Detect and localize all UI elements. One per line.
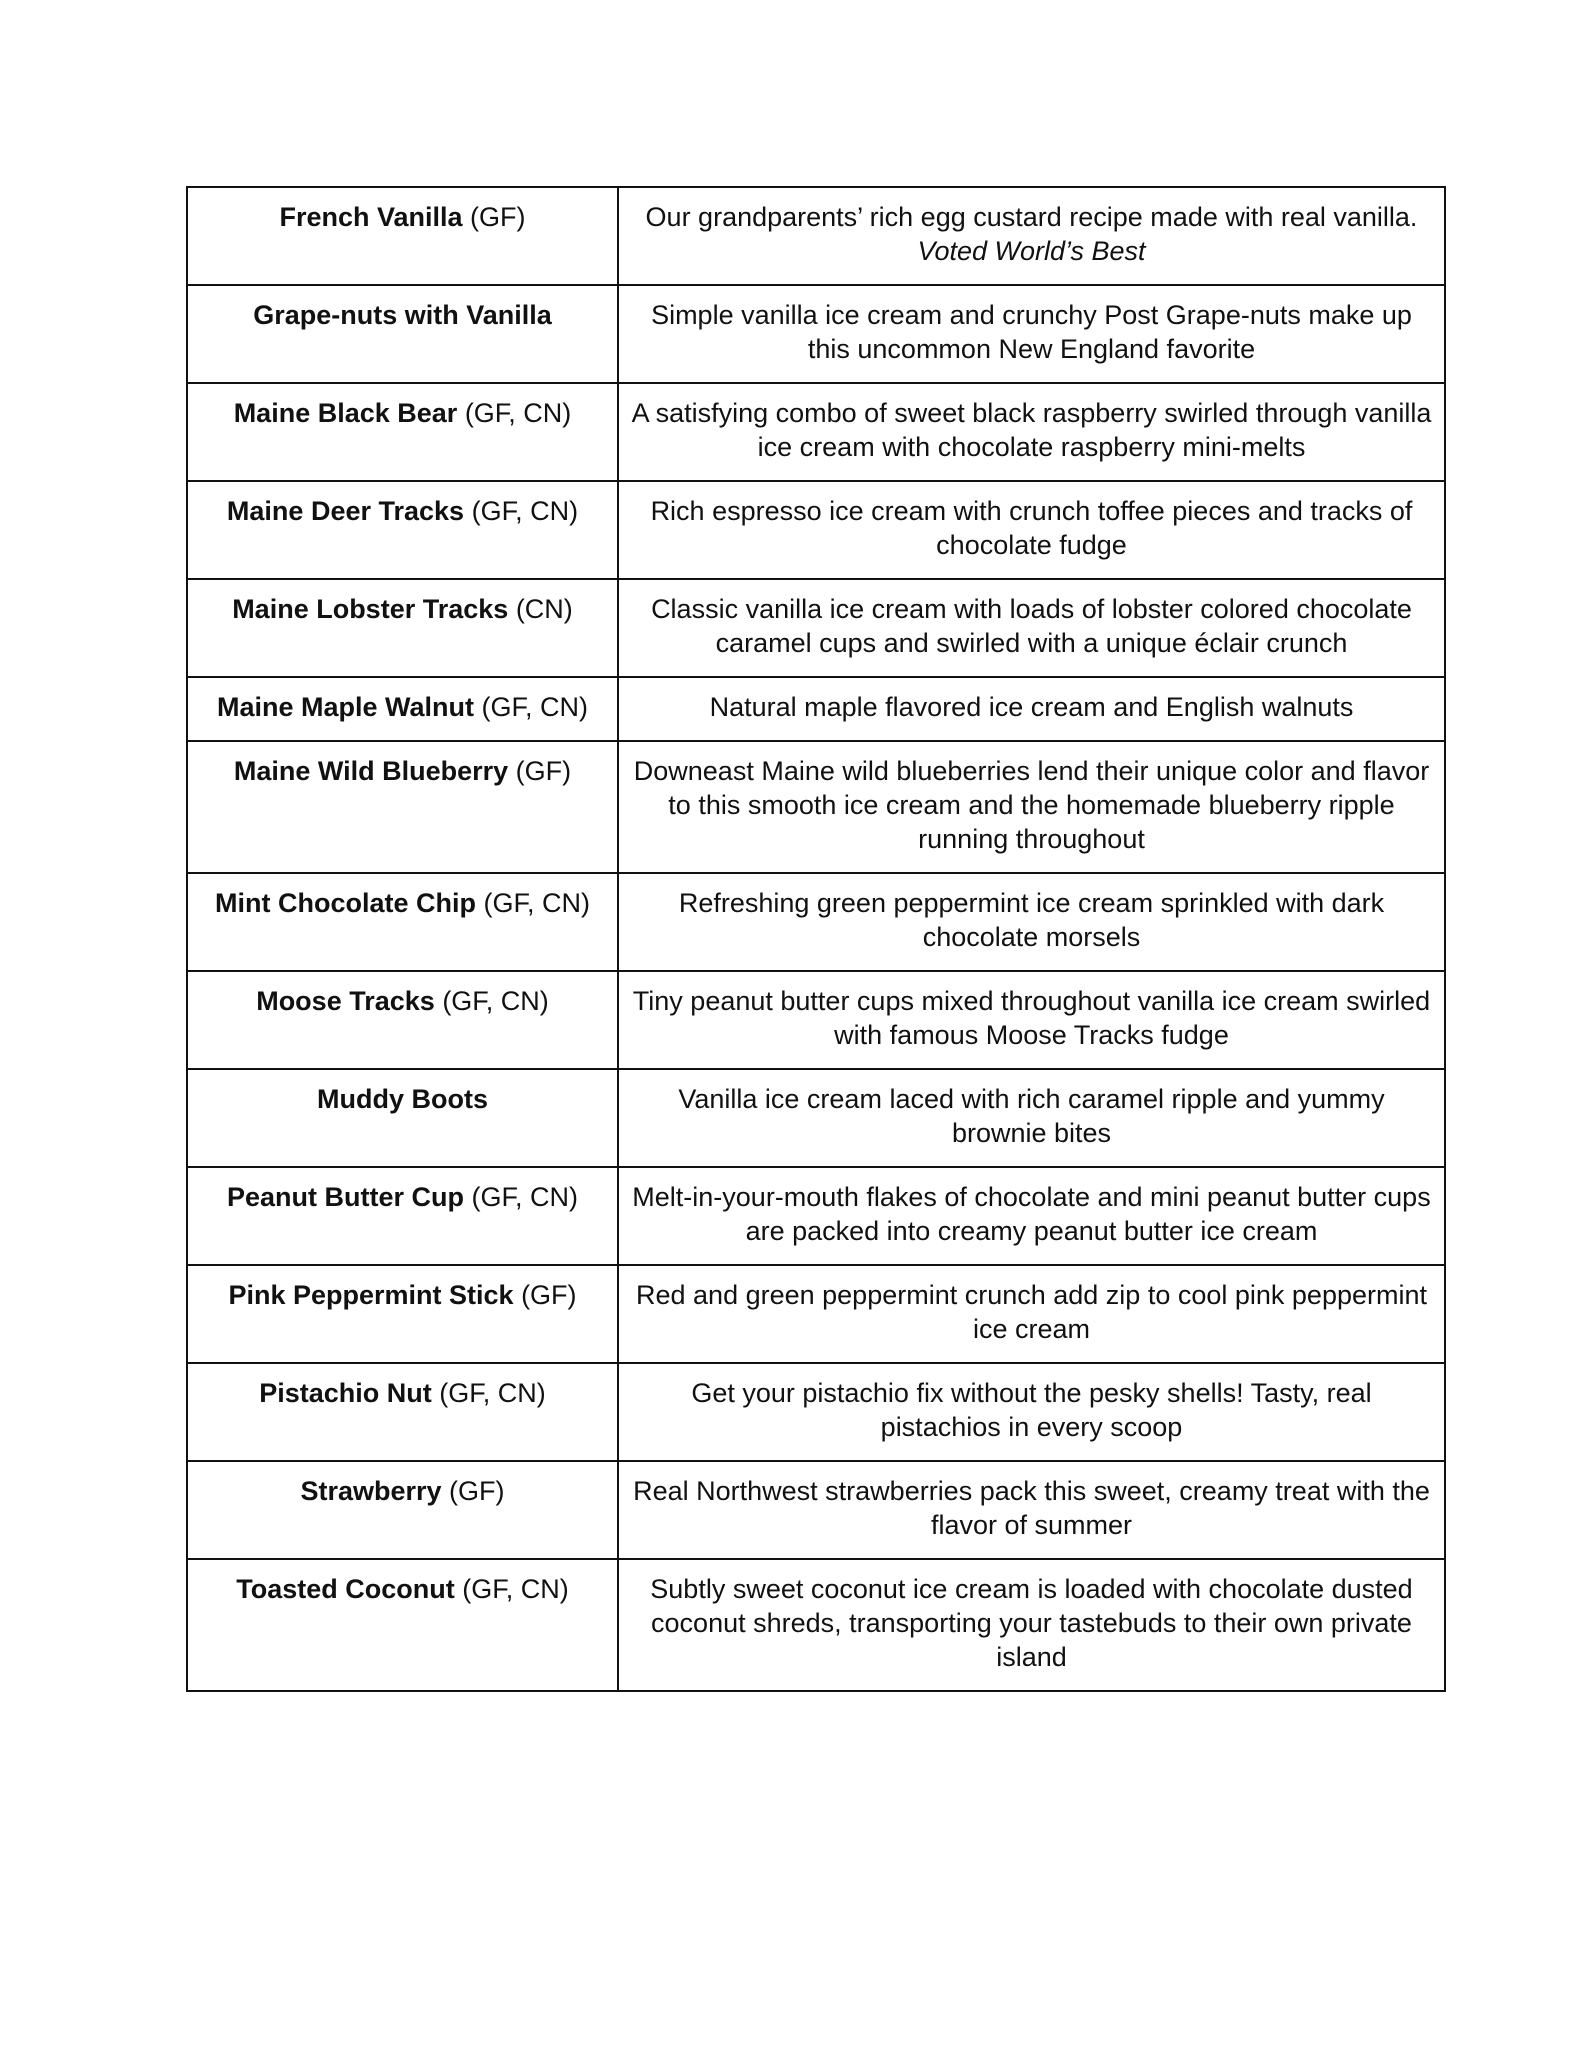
flavor-tags: (GF) bbox=[470, 202, 526, 232]
table-row bbox=[187, 1069, 1445, 1167]
table-row bbox=[187, 1167, 1445, 1265]
flavor-description-cell bbox=[618, 873, 1445, 971]
flavor-name-cell bbox=[187, 383, 618, 481]
flavor-tags: (GF) bbox=[515, 756, 572, 786]
flavor-tags: (GF, CN) bbox=[442, 986, 549, 1016]
flavor-description-cell bbox=[618, 741, 1445, 873]
flavor-name: French Vanilla bbox=[279, 202, 463, 232]
flavor-description-cell bbox=[618, 1069, 1445, 1167]
table-row bbox=[187, 873, 1445, 971]
flavor-name: Muddy Boots bbox=[317, 1084, 488, 1114]
flavor-name-cell bbox=[187, 1559, 618, 1691]
flavor-description-cell bbox=[618, 1265, 1445, 1363]
flavor-tags: (GF, CN) bbox=[471, 496, 579, 526]
flavor-description: Get your pistachio fix without the pesky shells! Tasty, real pistachios in every scoop bbox=[691, 1378, 1372, 1442]
flavor-table bbox=[186, 186, 1446, 1692]
flavor-description: Natural maple flavored ice cream and English walnuts bbox=[709, 692, 1354, 722]
flavor-name-cell bbox=[187, 187, 618, 285]
table-row bbox=[187, 677, 1445, 741]
flavor-description-cell bbox=[618, 481, 1445, 579]
flavor-description: Simple vanilla ice cream and crunchy Post Grape-nuts make up this uncommon New England favorite bbox=[651, 300, 1412, 364]
flavor-tags: (GF, CN) bbox=[471, 1182, 578, 1212]
flavor-name: Mint Chocolate Chip bbox=[215, 888, 476, 918]
flavor-description: Tiny peanut butter cups mixed throughout vanilla ice cream swirled with famous Moose Tracks fudge bbox=[632, 986, 1431, 1050]
flavor-description-cell bbox=[618, 1461, 1445, 1559]
flavor-name-cell bbox=[187, 1461, 618, 1559]
flavor-description: Our grandparents’ rich egg custard recipe made with real vanilla. bbox=[645, 202, 1418, 232]
flavor-tags: (GF, CN) bbox=[464, 398, 572, 428]
flavor-description-note: Voted World’s Best bbox=[917, 236, 1146, 266]
flavor-name-cell bbox=[187, 481, 618, 579]
flavor-tags: (GF, CN) bbox=[481, 692, 588, 722]
table-row bbox=[187, 1265, 1445, 1363]
flavor-description: Melt-in-your-mouth flakes of chocolate and mini peanut butter cups are packed into creamy peanut butter ice cream bbox=[632, 1182, 1431, 1246]
flavor-tags: (GF, CN) bbox=[439, 1378, 546, 1408]
table-row bbox=[187, 383, 1445, 481]
table-row bbox=[187, 971, 1445, 1069]
flavor-name-cell bbox=[187, 677, 618, 741]
table-row bbox=[187, 1559, 1445, 1691]
flavor-description: Classic vanilla ice cream with loads of lobster colored chocolate caramel cups and swirled with a unique éclair crunch bbox=[651, 594, 1412, 658]
flavor-name: Maine Deer Tracks bbox=[226, 496, 465, 526]
flavor-name-cell bbox=[187, 873, 618, 971]
flavor-description: Rich espresso ice cream with crunch toffee pieces and tracks of chocolate fudge bbox=[650, 496, 1413, 560]
flavor-name-cell bbox=[187, 1167, 618, 1265]
flavor-name-cell bbox=[187, 1363, 618, 1461]
flavor-name-cell bbox=[187, 579, 618, 677]
flavor-description: Refreshing green peppermint ice cream sprinkled with dark chocolate morsels bbox=[678, 888, 1385, 952]
flavor-description: Downeast Maine wild blueberries lend their unique color and flavor to this smooth ice cream and the homemade blueberry ripple running throughout bbox=[633, 756, 1430, 854]
flavor-name: Pink Peppermint Stick bbox=[228, 1280, 514, 1310]
flavor-description-cell bbox=[618, 383, 1445, 481]
flavor-description-cell bbox=[618, 187, 1445, 285]
flavor-name: Grape-nuts with Vanilla bbox=[253, 300, 552, 330]
flavor-name: Maine Lobster Tracks bbox=[232, 594, 509, 624]
flavor-name-cell bbox=[187, 1069, 618, 1167]
flavor-description: Subtly sweet coconut ice cream is loaded with chocolate dusted coconut shreds, transporting your tastebuds to their own private island bbox=[650, 1574, 1413, 1672]
flavor-tags: (GF, CN) bbox=[483, 888, 590, 918]
flavor-name: Toasted Coconut bbox=[236, 1574, 455, 1604]
table-row bbox=[187, 1461, 1445, 1559]
flavor-description-cell bbox=[618, 285, 1445, 383]
flavor-name-cell bbox=[187, 1265, 618, 1363]
table-row bbox=[187, 741, 1445, 873]
flavor-tags: (CN) bbox=[515, 594, 573, 624]
flavor-name-cell bbox=[187, 971, 618, 1069]
table-row bbox=[187, 481, 1445, 579]
table-row bbox=[187, 285, 1445, 383]
flavor-name: Peanut Butter Cup bbox=[226, 1182, 464, 1212]
flavor-description: A satisfying combo of sweet black raspberry swirled through vanilla ice cream with chocolate raspberry mini-melts bbox=[631, 398, 1432, 462]
table-row bbox=[187, 1363, 1445, 1461]
flavor-description: Red and green peppermint crunch add zip to cool pink peppermint ice cream bbox=[636, 1280, 1427, 1344]
flavor-description-cell bbox=[618, 971, 1445, 1069]
flavor-name: Maine Maple Walnut bbox=[216, 692, 474, 722]
flavor-name: Strawberry bbox=[300, 1476, 442, 1506]
flavor-table-body bbox=[187, 187, 1445, 1691]
flavor-name-cell bbox=[187, 285, 618, 383]
flavor-tags: (GF) bbox=[521, 1280, 577, 1310]
flavor-name: Maine Black Bear bbox=[233, 398, 458, 428]
flavor-description: Real Northwest strawberries pack this sweet, creamy treat with the flavor of summer bbox=[633, 1476, 1430, 1540]
flavor-description-cell bbox=[618, 1167, 1445, 1265]
flavor-description-cell bbox=[618, 677, 1445, 741]
flavor-name: Maine Wild Blueberry bbox=[233, 756, 509, 786]
flavor-name: Moose Tracks bbox=[256, 986, 435, 1016]
flavor-description-cell bbox=[618, 1363, 1445, 1461]
flavor-description: Vanilla ice cream laced with rich caramel ripple and yummy brownie bites bbox=[678, 1084, 1385, 1148]
flavor-tags: (GF, CN) bbox=[462, 1574, 569, 1604]
table-row bbox=[187, 187, 1445, 285]
flavor-name-cell bbox=[187, 741, 618, 873]
flavor-description-cell bbox=[618, 579, 1445, 677]
flavor-name: Pistachio Nut bbox=[259, 1378, 432, 1408]
flavor-description-cell bbox=[618, 1559, 1445, 1691]
table-row bbox=[187, 579, 1445, 677]
flavor-tags: (GF) bbox=[449, 1476, 505, 1506]
